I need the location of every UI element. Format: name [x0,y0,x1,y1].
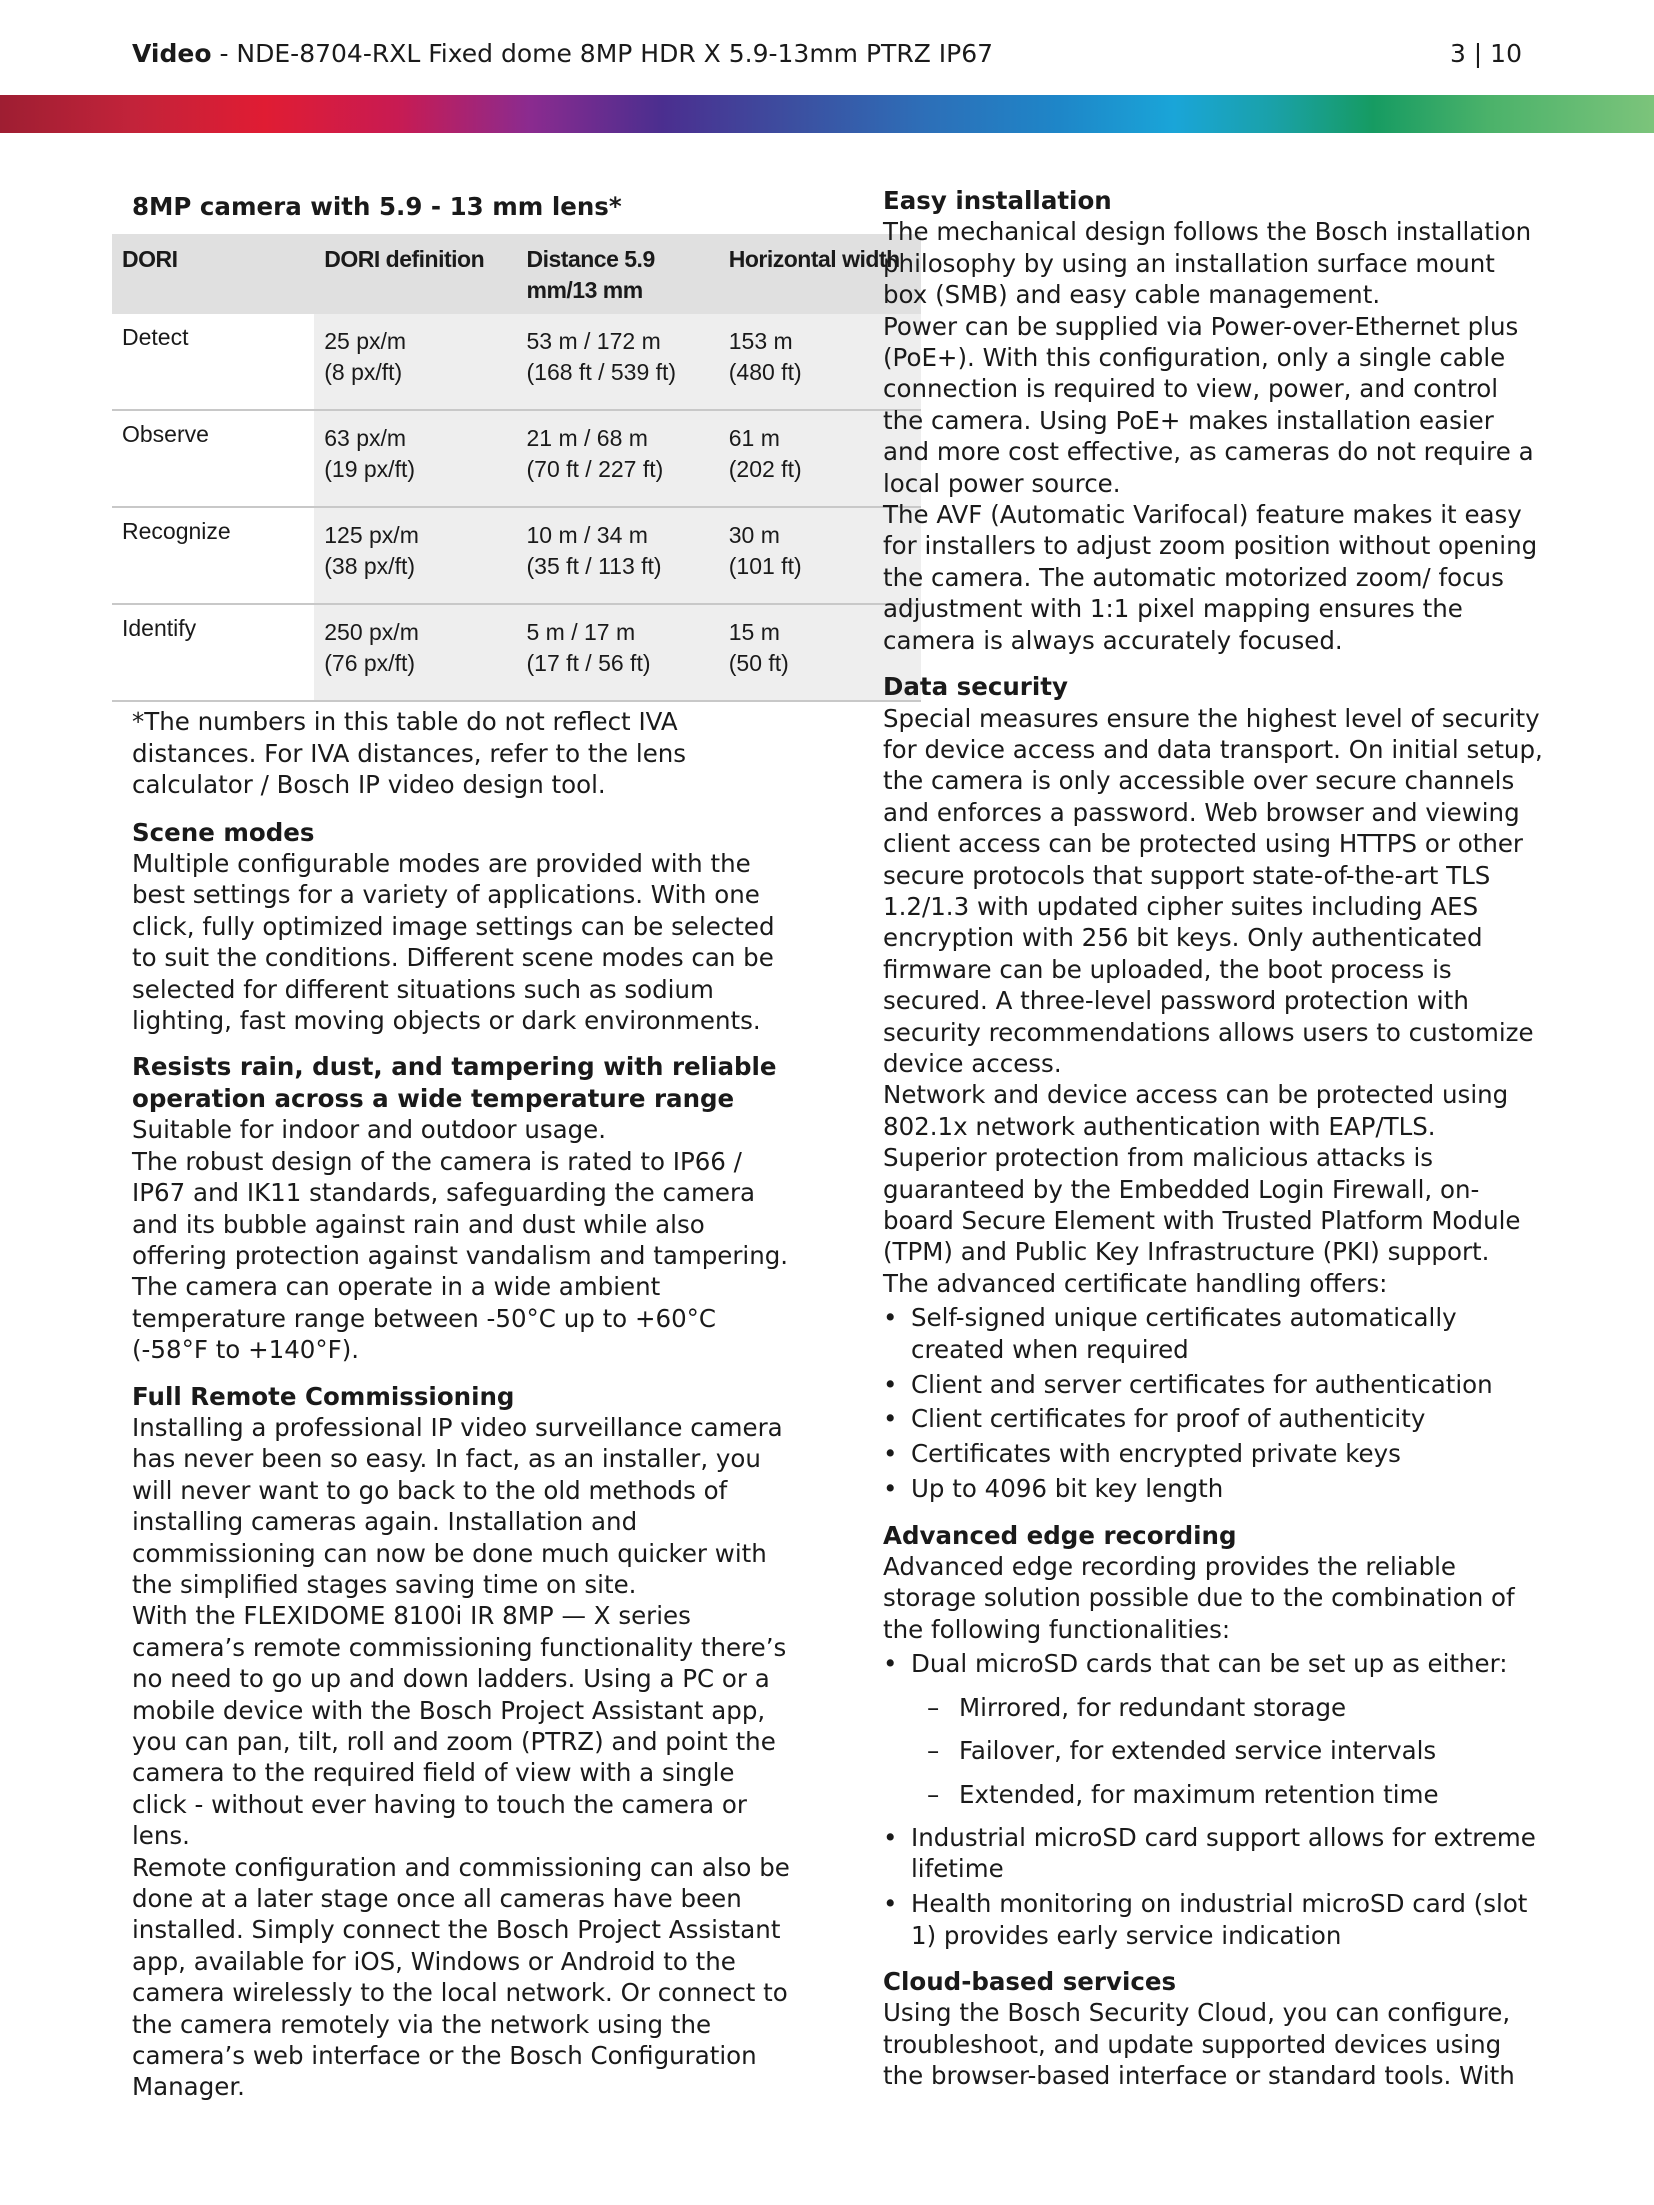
edge-features-list [883,1648,1543,1951]
table-footnote: *The numbers in this table do not reflect IVA distances. For IVA distances, refer to the lens calculator / Bosch IP video design tool. [132,707,687,800]
dori-table [112,234,921,702]
body-paragraph: Using the Bosch Security Cloud, you can configure, troubleshoot, and update supported devices using the browser-based interface or standard tools. With [883,1998,1515,2091]
table-row [112,410,921,507]
body-paragraph: Advanced edge recording provides the reliable storage solution possible due to the combination of the following functionalities: [883,1552,1515,1644]
section-heading: Cloud-based services [883,1967,1177,1997]
body-paragraph: Installing a professional IP video surveillance camera has never been so easy. In fact, as an installer, you will never want to go back to the old methods of installing cameras again. Installation and commissioning can now be done much quicker with the simplified stages saving time on site. [132,1412,783,1599]
list-item: • Certificates with encrypted private keys [883,1438,1543,1469]
list-item: • Client certificates for proof of authenticity [883,1403,1543,1434]
page-number: 3 | 10 [1449,39,1522,68]
list-item: – Failover, for extended service intervals [883,1735,1543,1766]
body-paragraph: Remote configuration and commissioning can also be done at a later stage once all cameras have been installed. Simply connect the Bosch Project Assistant app, available for iOS, Windows or Android to the camera wirelessly to the local network. Or connect to the camera remotely via the network using the camera’s web interface or the Bosch Configuration Manager. [132,1852,790,2102]
section-heading: Resists rain, dust, and tampering with reliable operation across a wide temperature range [132,1052,777,1113]
definition-cell: 25 px/m (8 px/ft) [314,314,516,410]
document-title [132,34,993,74]
table-row [112,507,921,604]
definition-cell: 63 px/m (19 px/ft) [314,410,516,507]
cloud-services-section [883,1966,1543,2092]
brand-color-band [0,95,1654,133]
body-paragraph: The camera can operate in a wide ambient temperature range between -50°C up to +60°C (-58°F to +140°F). [132,1272,717,1365]
section-heading: Scene modes [132,817,315,847]
dori-col-header: DORI [112,234,314,314]
list-item: • Client and server certificates for authentication [883,1369,1543,1400]
scene-modes-section [132,817,792,1037]
list-item: • Up to 4096 bit key length [883,1473,1543,1504]
distance-col-header: Distance 5.9 mm/13 mm [517,234,719,314]
certificate-features-list [883,1302,1543,1504]
body-paragraph: The advanced certificate handling offers: [883,1268,1388,1298]
definition-cell: 250 px/m (76 px/ft) [314,604,516,701]
body-paragraph: Superior protection from malicious attacks is guaranteed by the Embedded Login Firewall, on-board Secure Element with Trusted Platform Module (TPM) and Public Key Infrastructure (PKI) support. [883,1143,1521,1267]
data-security-section [883,671,1543,1505]
body-paragraph: Suitable for indoor and outdoor usage. [132,1115,607,1145]
section-heading: Data security [883,672,1068,702]
body-paragraph: The robust design of the camera is rated to IP66 / IP67 and IK11 standards, safeguarding the camera and its bubble against rain and dust while also offering protection against vandalism and tampering. [132,1146,789,1270]
body-paragraph: Special measures ensure the highest level of security for device access and data transport. On initial setup, the camera is only accessible over secure channels and enforces a password. Web browser and viewing client access can be protected using HTTPS or other secure protocols that support state-of-the-art TLS 1.2/1.3 with updated cipher suites including AES encryption with 256 bit keys. Only authenticated firmware can be uploaded, the boot process is secured. A three-level password protection with security recommendations allows users to customize device access. [883,703,1543,1078]
distance-cell: 21 m / 68 m (70 ft / 227 ft) [517,410,719,507]
dori-cell: Observe [112,410,314,507]
table-title: 8MP camera with 5.9 - 13 mm lens* [132,192,622,221]
distance-cell: 5 m / 17 m (17 ft / 56 ft) [517,604,719,701]
section-heading: Full Remote Commissioning [132,1381,515,1411]
left-column [122,185,900,2118]
body-paragraph: With the FLEXIDOME 8100i IR 8MP — X series camera’s remote commissioning functionality there’s no need to go up and down ladders. Using a PC or a mobile device with the Bosch Project Assistant app, you can pan, tilt, roll and zoom (PTRZ) and point the camera to the required field of view with a single click - without ever having to touch the camera or lens. [132,1601,787,1851]
dori-table-header-row [112,234,921,314]
definition-cell: 125 px/m (38 px/ft) [314,507,516,604]
right-column [883,185,1543,2107]
table-row [112,314,921,410]
width-cell: 153 m (480 ft) [719,314,921,410]
body-paragraph: The AVF (Automatic Varifocal) feature makes it easy for installers to adjust zoom position without opening the camera. The automatic motorized zoom/ focus adjustment with 1:1 pixel mapping ensures the camera is always accurately focused. [883,500,1538,655]
list-item: • Health monitoring on industrial microSD card (slot 1) provides early service indication [883,1888,1543,1951]
remote-commissioning-section [132,1381,792,2103]
list-item: – Extended, for maximum retention time [883,1779,1543,1810]
sd-mode-list [883,1692,1543,1810]
easy-installation-section [883,185,1543,656]
title-category: Video [132,39,212,68]
list-item: • Dual microSD cards that can be set up as either: – Mirrored, for redundant storage – Failover, for extended service intervals – Extended, for maximum retention time [883,1648,1543,1810]
dori-cell: Detect [112,314,314,410]
list-item: • Industrial microSD card support allows for extreme lifetime [883,1822,1543,1885]
distance-cell: 10 m / 34 m (35 ft / 113 ft) [517,507,719,604]
dori-cell: Recognize [112,507,314,604]
page-header [132,34,1522,74]
body-paragraph: Multiple configurable modes are provided with the best settings for a variety of applications. With one click, fully optimized image settings can be selected to suit the conditions. Different scene modes can be selected for different situations such as sodium lighting, fast moving objects or dark environments. [132,849,775,1036]
width-cell: 61 m (202 ft) [719,410,921,507]
body-paragraph: Power can be supplied via Power-over-Ethernet plus (PoE+). With this configuration, only a single cable connection is required to view, power, and control the camera. Using PoE+ makes installation easier and more cost effective, as cameras do not require a local power source. [883,311,1534,498]
list-item: – Mirrored, for redundant storage [883,1692,1543,1723]
section-heading: Easy installation [883,186,1112,215]
width-cell: 30 m (101 ft) [719,507,921,604]
dori-definition-col-header: DORI definition [314,234,516,314]
table-row [112,604,921,701]
body-paragraph: The mechanical design follows the Bosch installation philosophy by using an installation surface mount box (SMB) and easy cable management. [883,217,1532,310]
body-paragraph: Network and device access can be protected using 802.1x network authentication with EAP/TLS. [883,1080,1509,1141]
weather-resistance-section [132,1051,792,1365]
edge-recording-section [883,1520,1543,1951]
title-product: - NDE-8704-RXL Fixed dome 8MP HDR X 5.9-13mm PTRZ IP67 [211,39,994,68]
distance-cell: 53 m / 172 m (168 ft / 539 ft) [517,314,719,410]
dori-cell: Identify [112,604,314,701]
horizontal-width-col-header: Horizontal width [719,234,921,314]
list-item: • Self-signed unique certificates automatically created when required [883,1302,1543,1365]
section-heading: Advanced edge recording [883,1520,1237,1550]
width-cell: 15 m (50 ft) [719,604,921,701]
